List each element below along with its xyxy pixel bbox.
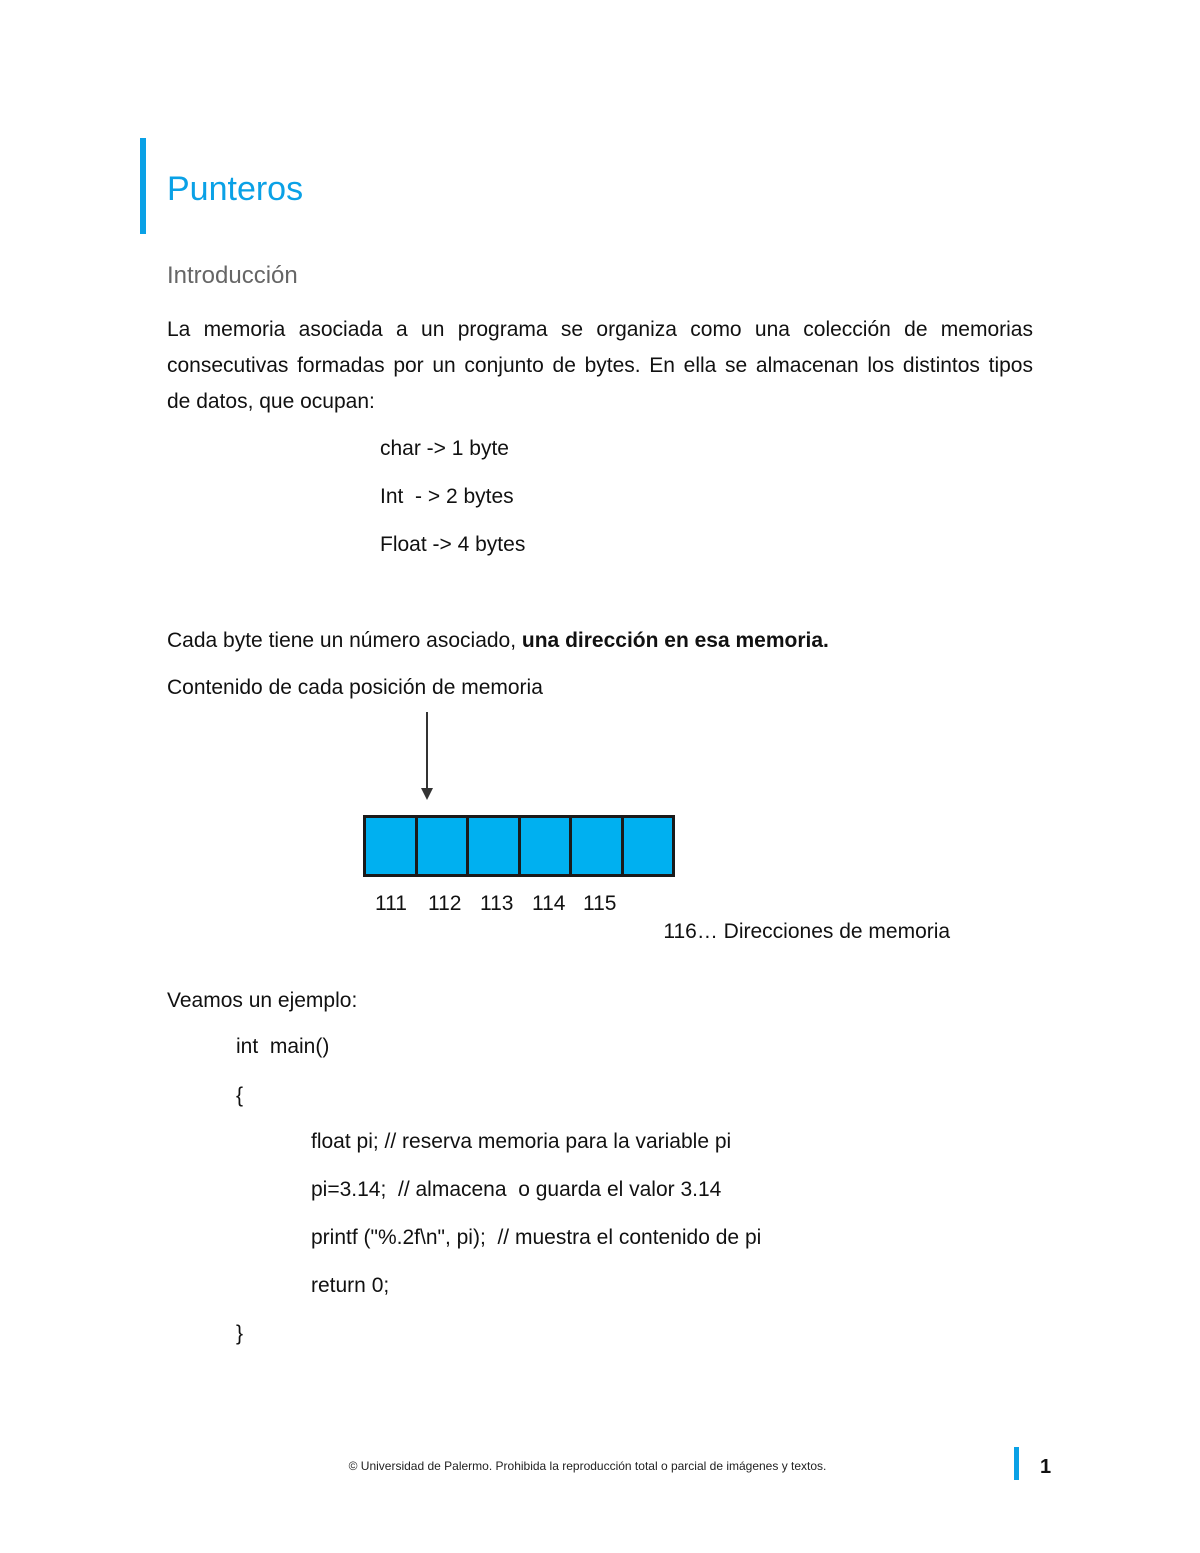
- memory-address-last: [640, 890, 950, 974]
- type-size-char: char -> 1 byte: [380, 437, 509, 460]
- memory-cell: [366, 818, 418, 874]
- intro-paragraph-line: de datos, que ocupan:: [167, 390, 375, 413]
- memory-cell: [521, 818, 573, 874]
- address-sentence-bold: una dirección en esa memoria.: [521, 629, 829, 652]
- code-line: pi=3.14; // almacena o guarda el valor 3.14: [311, 1178, 722, 1201]
- memory-address: 113: [480, 892, 514, 915]
- code-open-brace: {: [236, 1084, 244, 1107]
- code-signature: int main(): [236, 1035, 330, 1058]
- content-label: Contenido de cada posición de memoria: [167, 676, 543, 699]
- address-sentence: [167, 627, 829, 655]
- code-line: return 0;: [311, 1274, 390, 1297]
- intro-paragraph-line: La memoria asociada a un programa se organiza como una colección de memorias: [167, 318, 1033, 341]
- memory-cell: [418, 818, 470, 874]
- type-size-float: Float -> 4 bytes: [380, 533, 526, 556]
- pointer-arrow-head: [421, 788, 433, 800]
- memory-address: 114: [532, 892, 566, 915]
- memory-cell: [624, 818, 673, 874]
- memory-address: 112: [428, 892, 462, 915]
- memory-cell: [469, 818, 521, 874]
- intro-paragraph-line: consecutivas formadas por un conjunto de bytes. En ella se almacenan los distintos tipos: [167, 354, 1033, 377]
- code-line: printf ("%.2f\n", pi); // muestra el contenido de pi: [311, 1226, 762, 1249]
- address-sentence-text: Cada byte tiene un número asociado,: [167, 629, 522, 652]
- memory-address: 116…: [663, 920, 718, 943]
- memory-cell: [572, 818, 624, 874]
- page-number: 1: [1040, 1456, 1052, 1478]
- title-accent-bar: [140, 138, 146, 234]
- memory-address: 115: [583, 892, 617, 915]
- footer-accent-bar: [1014, 1447, 1019, 1480]
- pointer-arrow: [419, 710, 435, 802]
- footer-copyright: © Universidad de Palermo. Prohibida la reproducción total o parcial de imágenes y textos.: [348, 1459, 827, 1473]
- section-heading: Introducción: [167, 262, 298, 289]
- type-size-int: Int - > 2 bytes: [380, 485, 514, 508]
- page-title: Punteros: [167, 170, 304, 208]
- memory-address: 111: [375, 892, 407, 915]
- code-close-brace: }: [236, 1322, 244, 1345]
- intro-paragraph: [167, 312, 1033, 420]
- memory-addresses-label: Direcciones de memoria: [723, 920, 951, 943]
- example-intro: Veamos un ejemplo:: [167, 989, 358, 1012]
- code-line: float pi; // reserva memoria para la variable pi: [311, 1130, 732, 1153]
- memory-cells: [363, 815, 675, 877]
